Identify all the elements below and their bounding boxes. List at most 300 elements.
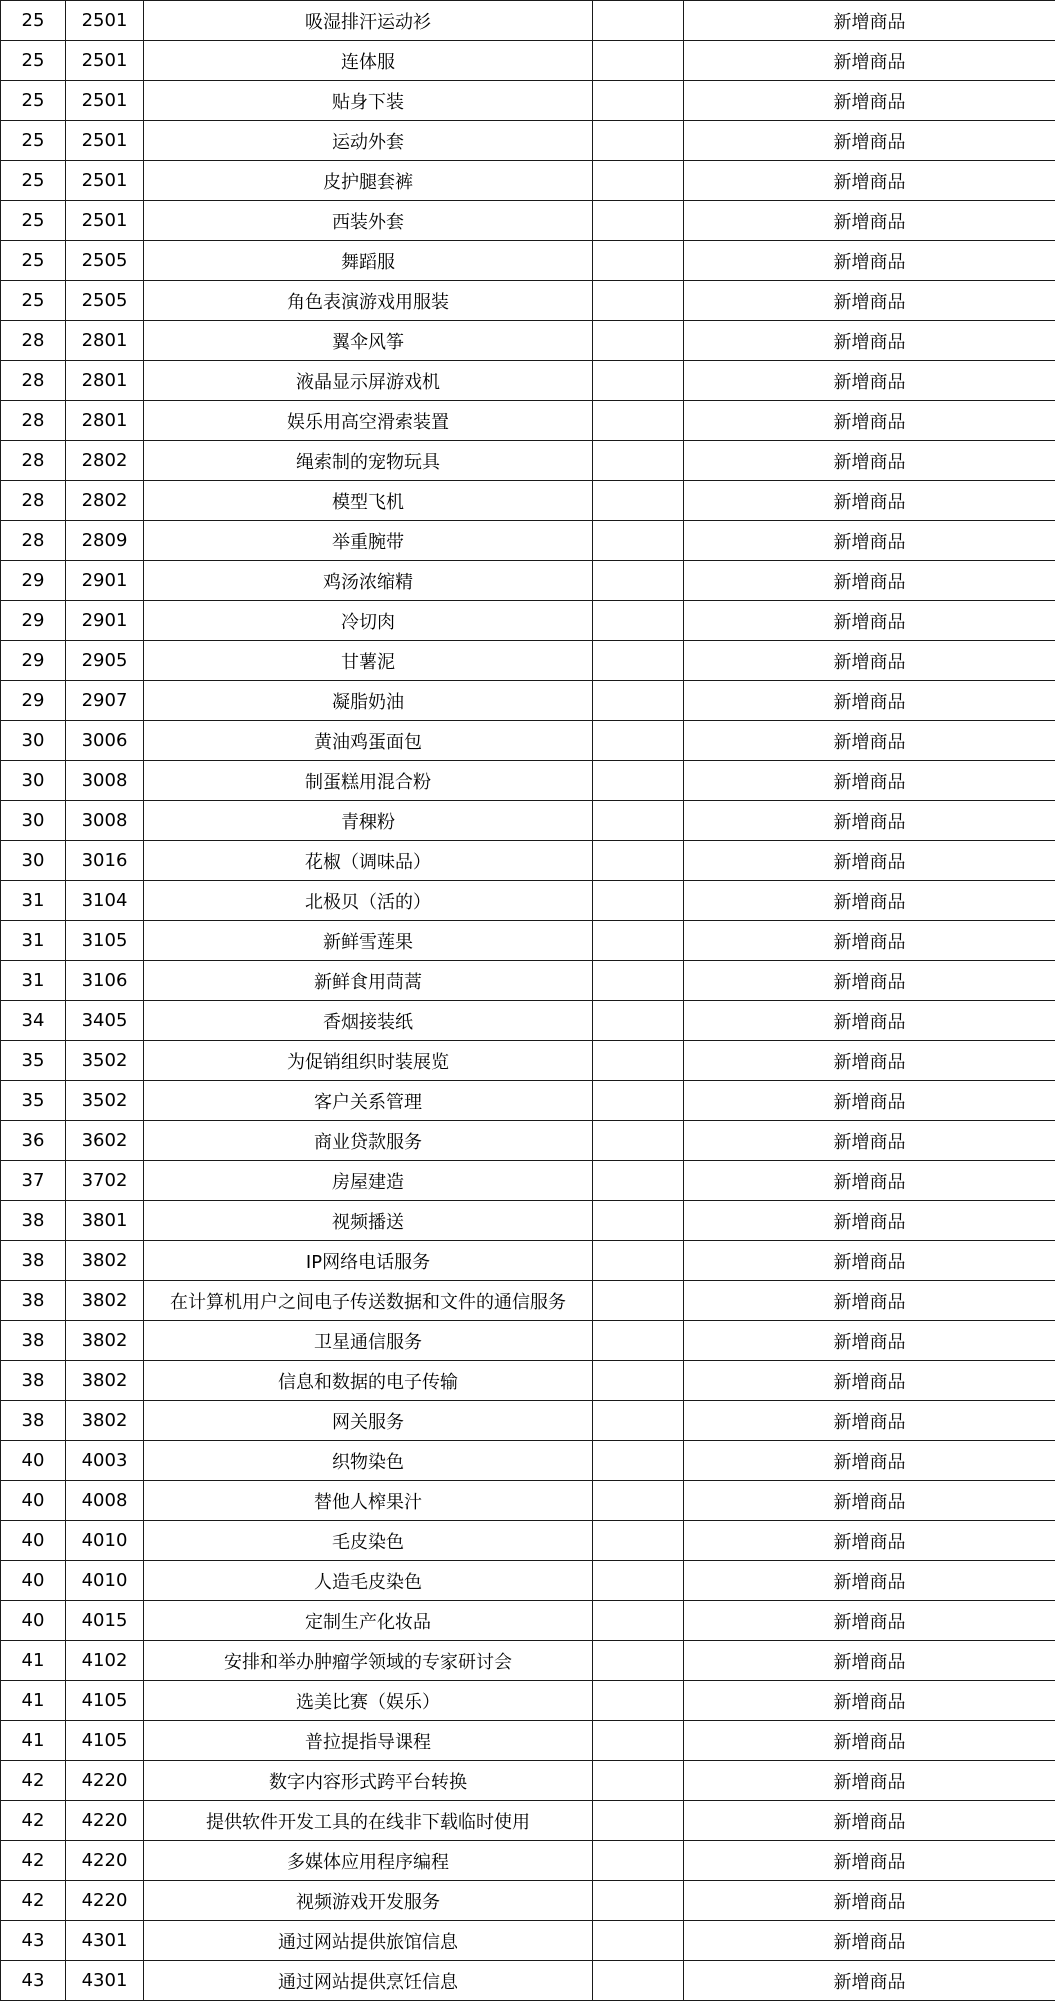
class-number-cell: 40 [1, 1521, 66, 1561]
remark-cell [593, 1641, 684, 1681]
subgroup-number-cell: 4010 [66, 1561, 144, 1601]
remark-cell [593, 1801, 684, 1841]
table-row [1, 881, 1055, 921]
goods-name-cell: 舞蹈服 [144, 241, 593, 281]
goods-name-cell: 连体服 [144, 41, 593, 81]
table-row [1, 361, 1055, 401]
change-status-cell: 新增商品 [684, 1921, 1055, 1961]
table-row [1, 1921, 1055, 1961]
goods-name-cell: 举重腕带 [144, 521, 593, 561]
goods-name-cell: 房屋建造 [144, 1161, 593, 1201]
class-number-cell: 29 [1, 681, 66, 721]
class-number-cell: 31 [1, 921, 66, 961]
class-number-cell: 38 [1, 1201, 66, 1241]
remark-cell [593, 841, 684, 881]
goods-name-cell: 数字内容形式跨平台转换 [144, 1761, 593, 1801]
change-status-cell: 新增商品 [684, 881, 1055, 921]
subgroup-number-cell: 4102 [66, 1641, 144, 1681]
table-row [1, 1281, 1055, 1321]
remark-cell [593, 1721, 684, 1761]
class-number-cell: 42 [1, 1881, 66, 1921]
subgroup-number-cell: 4301 [66, 1921, 144, 1961]
goods-name-cell: 黄油鸡蛋面包 [144, 721, 593, 761]
table-row [1, 1161, 1055, 1201]
class-number-cell: 36 [1, 1121, 66, 1161]
table-row [1, 321, 1055, 361]
change-status-cell: 新增商品 [684, 81, 1055, 121]
change-status-cell: 新增商品 [684, 401, 1055, 441]
remark-cell [593, 601, 684, 641]
change-status-cell: 新增商品 [684, 281, 1055, 321]
class-number-cell: 30 [1, 721, 66, 761]
change-status-cell: 新增商品 [684, 1561, 1055, 1601]
goods-name-cell: 吸湿排汗运动衫 [144, 1, 593, 41]
table-row [1, 1121, 1055, 1161]
class-number-cell: 30 [1, 801, 66, 841]
goods-name-cell: 绳索制的宠物玩具 [144, 441, 593, 481]
subgroup-number-cell: 4301 [66, 1961, 144, 2001]
subgroup-number-cell: 4105 [66, 1681, 144, 1721]
remark-cell [593, 561, 684, 601]
remark-cell [593, 1401, 684, 1441]
goods-table-body [1, 1, 1055, 2001]
goods-name-cell: 凝脂奶油 [144, 681, 593, 721]
table-row [1, 1641, 1055, 1681]
change-status-cell: 新增商品 [684, 641, 1055, 681]
remark-cell [593, 721, 684, 761]
subgroup-number-cell: 4008 [66, 1481, 144, 1521]
goods-name-cell: 制蛋糕用混合粉 [144, 761, 593, 801]
subgroup-number-cell: 2501 [66, 1, 144, 41]
subgroup-number-cell: 2802 [66, 481, 144, 521]
table-row [1, 1801, 1055, 1841]
subgroup-number-cell: 2801 [66, 401, 144, 441]
class-number-cell: 28 [1, 481, 66, 521]
class-number-cell: 31 [1, 961, 66, 1001]
subgroup-number-cell: 3802 [66, 1361, 144, 1401]
goods-name-cell: 织物染色 [144, 1441, 593, 1481]
subgroup-number-cell: 2801 [66, 321, 144, 361]
class-number-cell: 38 [1, 1361, 66, 1401]
class-number-cell: 38 [1, 1321, 66, 1361]
change-status-cell: 新增商品 [684, 481, 1055, 521]
table-row [1, 1201, 1055, 1241]
goods-name-cell: 花椒（调味品） [144, 841, 593, 881]
goods-name-cell: 视频播送 [144, 1201, 593, 1241]
change-status-cell: 新增商品 [684, 1601, 1055, 1641]
change-status-cell: 新增商品 [684, 1201, 1055, 1241]
goods-name-cell: 香烟接装纸 [144, 1001, 593, 1041]
remark-cell [593, 961, 684, 1001]
subgroup-number-cell: 3405 [66, 1001, 144, 1041]
subgroup-number-cell: 3602 [66, 1121, 144, 1161]
goods-name-cell: 青稞粉 [144, 801, 593, 841]
remark-cell [593, 1201, 684, 1241]
change-status-cell: 新增商品 [684, 921, 1055, 961]
table-row [1, 1361, 1055, 1401]
subgroup-number-cell: 2501 [66, 41, 144, 81]
change-status-cell: 新增商品 [684, 601, 1055, 641]
subgroup-number-cell: 3006 [66, 721, 144, 761]
goods-name-cell: 模型飞机 [144, 481, 593, 521]
subgroup-number-cell: 2907 [66, 681, 144, 721]
table-row [1, 921, 1055, 961]
goods-name-cell: 翼伞风筝 [144, 321, 593, 361]
subgroup-number-cell: 3104 [66, 881, 144, 921]
table-row [1, 1881, 1055, 1921]
remark-cell [593, 1241, 684, 1281]
change-status-cell: 新增商品 [684, 1761, 1055, 1801]
table-row [1, 1721, 1055, 1761]
class-number-cell: 42 [1, 1761, 66, 1801]
class-number-cell: 25 [1, 41, 66, 81]
change-status-cell: 新增商品 [684, 41, 1055, 81]
class-number-cell: 25 [1, 161, 66, 201]
table-row [1, 121, 1055, 161]
remark-cell [593, 1361, 684, 1401]
table-row [1, 81, 1055, 121]
table-row [1, 41, 1055, 81]
change-status-cell: 新增商品 [684, 761, 1055, 801]
goods-name-cell: 提供软件开发工具的在线非下载临时使用 [144, 1801, 593, 1841]
subgroup-number-cell: 2802 [66, 441, 144, 481]
change-status-cell: 新增商品 [684, 1281, 1055, 1321]
remark-cell [593, 201, 684, 241]
subgroup-number-cell: 3008 [66, 801, 144, 841]
class-number-cell: 30 [1, 761, 66, 801]
class-number-cell: 43 [1, 1961, 66, 2001]
change-status-cell: 新增商品 [684, 1, 1055, 41]
change-status-cell: 新增商品 [684, 1841, 1055, 1881]
subgroup-number-cell: 3106 [66, 961, 144, 1001]
change-status-cell: 新增商品 [684, 321, 1055, 361]
class-number-cell: 30 [1, 841, 66, 881]
goods-name-cell: 商业贷款服务 [144, 1121, 593, 1161]
subgroup-number-cell: 2901 [66, 601, 144, 641]
table-row [1, 961, 1055, 1001]
class-number-cell: 31 [1, 881, 66, 921]
change-status-cell: 新增商品 [684, 1521, 1055, 1561]
table-row [1, 721, 1055, 761]
table-row [1, 401, 1055, 441]
table-row [1, 1, 1055, 41]
table-row [1, 841, 1055, 881]
goods-name-cell: IP网络电话服务 [144, 1241, 593, 1281]
table-row [1, 801, 1055, 841]
class-number-cell: 34 [1, 1001, 66, 1041]
class-number-cell: 41 [1, 1721, 66, 1761]
class-number-cell: 40 [1, 1481, 66, 1521]
subgroup-number-cell: 2505 [66, 241, 144, 281]
class-number-cell: 25 [1, 281, 66, 321]
goods-name-cell: 选美比赛（娱乐） [144, 1681, 593, 1721]
subgroup-number-cell: 2905 [66, 641, 144, 681]
remark-cell [593, 121, 684, 161]
class-number-cell: 38 [1, 1241, 66, 1281]
table-row [1, 1761, 1055, 1801]
change-status-cell: 新增商品 [684, 1321, 1055, 1361]
goods-name-cell: 客户关系管理 [144, 1081, 593, 1121]
remark-cell [593, 1681, 684, 1721]
change-status-cell: 新增商品 [684, 801, 1055, 841]
table-row [1, 1241, 1055, 1281]
table-row [1, 1681, 1055, 1721]
remark-cell [593, 1161, 684, 1201]
class-number-cell: 28 [1, 401, 66, 441]
change-status-cell: 新增商品 [684, 1121, 1055, 1161]
change-status-cell: 新增商品 [684, 1241, 1055, 1281]
change-status-cell: 新增商品 [684, 521, 1055, 561]
goods-name-cell: 西装外套 [144, 201, 593, 241]
remark-cell [593, 801, 684, 841]
change-status-cell: 新增商品 [684, 961, 1055, 1001]
change-status-cell: 新增商品 [684, 1441, 1055, 1481]
subgroup-number-cell: 2901 [66, 561, 144, 601]
remark-cell [593, 361, 684, 401]
goods-name-cell: 多媒体应用程序编程 [144, 1841, 593, 1881]
subgroup-number-cell: 3016 [66, 841, 144, 881]
class-number-cell: 28 [1, 441, 66, 481]
remark-cell [593, 1081, 684, 1121]
remark-cell [593, 1761, 684, 1801]
table-row [1, 561, 1055, 601]
subgroup-number-cell: 2801 [66, 361, 144, 401]
class-number-cell: 41 [1, 1681, 66, 1721]
goods-name-cell: 新鲜食用茼蒿 [144, 961, 593, 1001]
remark-cell [593, 1321, 684, 1361]
remark-cell [593, 81, 684, 121]
subgroup-number-cell: 3802 [66, 1401, 144, 1441]
table-row [1, 1401, 1055, 1441]
change-status-cell: 新增商品 [684, 241, 1055, 281]
subgroup-number-cell: 4220 [66, 1841, 144, 1881]
class-number-cell: 35 [1, 1041, 66, 1081]
class-number-cell: 41 [1, 1641, 66, 1681]
goods-name-cell: 定制生产化妆品 [144, 1601, 593, 1641]
goods-name-cell: 安排和举办肿瘤学领域的专家研讨会 [144, 1641, 593, 1681]
remark-cell [593, 1441, 684, 1481]
class-number-cell: 25 [1, 241, 66, 281]
remark-cell [593, 1841, 684, 1881]
subgroup-number-cell: 4220 [66, 1761, 144, 1801]
table-row [1, 1481, 1055, 1521]
table-row [1, 1561, 1055, 1601]
class-number-cell: 25 [1, 81, 66, 121]
subgroup-number-cell: 4220 [66, 1881, 144, 1921]
goods-name-cell: 毛皮染色 [144, 1521, 593, 1561]
table-row [1, 1041, 1055, 1081]
goods-name-cell: 新鲜雪莲果 [144, 921, 593, 961]
table-row [1, 1081, 1055, 1121]
remark-cell [593, 881, 684, 921]
change-status-cell: 新增商品 [684, 681, 1055, 721]
goods-name-cell: 通过网站提供烹饪信息 [144, 1961, 593, 2001]
subgroup-number-cell: 3801 [66, 1201, 144, 1241]
change-status-cell: 新增商品 [684, 1081, 1055, 1121]
remark-cell [593, 1521, 684, 1561]
class-number-cell: 40 [1, 1561, 66, 1601]
change-status-cell: 新增商品 [684, 1041, 1055, 1081]
table-row [1, 1321, 1055, 1361]
goods-name-cell: 角色表演游戏用服装 [144, 281, 593, 321]
subgroup-number-cell: 2505 [66, 281, 144, 321]
subgroup-number-cell: 3802 [66, 1321, 144, 1361]
remark-cell [593, 641, 684, 681]
goods-name-cell: 为促销组织时装展览 [144, 1041, 593, 1081]
change-status-cell: 新增商品 [684, 441, 1055, 481]
goods-name-cell: 普拉提指导课程 [144, 1721, 593, 1761]
goods-name-cell: 人造毛皮染色 [144, 1561, 593, 1601]
class-number-cell: 29 [1, 641, 66, 681]
table-row [1, 761, 1055, 801]
goods-name-cell: 网关服务 [144, 1401, 593, 1441]
subgroup-number-cell: 4015 [66, 1601, 144, 1641]
change-status-cell: 新增商品 [684, 1681, 1055, 1721]
remark-cell [593, 1601, 684, 1641]
remark-cell [593, 1001, 684, 1041]
change-status-cell: 新增商品 [684, 1641, 1055, 1681]
table-row [1, 1001, 1055, 1041]
class-number-cell: 42 [1, 1841, 66, 1881]
class-number-cell: 40 [1, 1601, 66, 1641]
goods-name-cell: 液晶显示屏游戏机 [144, 361, 593, 401]
table-row [1, 481, 1055, 521]
subgroup-number-cell: 3702 [66, 1161, 144, 1201]
remark-cell [593, 1121, 684, 1161]
table-row [1, 281, 1055, 321]
remark-cell [593, 1561, 684, 1601]
change-status-cell: 新增商品 [684, 561, 1055, 601]
change-status-cell: 新增商品 [684, 721, 1055, 761]
subgroup-number-cell: 4010 [66, 1521, 144, 1561]
change-status-cell: 新增商品 [684, 1881, 1055, 1921]
table-row [1, 1841, 1055, 1881]
remark-cell [593, 161, 684, 201]
remark-cell [593, 401, 684, 441]
subgroup-number-cell: 3502 [66, 1041, 144, 1081]
subgroup-number-cell: 2501 [66, 81, 144, 121]
subgroup-number-cell: 4105 [66, 1721, 144, 1761]
subgroup-number-cell: 3105 [66, 921, 144, 961]
class-number-cell: 28 [1, 361, 66, 401]
table-row [1, 1441, 1055, 1481]
table-row [1, 601, 1055, 641]
remark-cell [593, 1281, 684, 1321]
class-number-cell: 25 [1, 201, 66, 241]
goods-name-cell: 视频游戏开发服务 [144, 1881, 593, 1921]
subgroup-number-cell: 4220 [66, 1801, 144, 1841]
change-status-cell: 新增商品 [684, 1401, 1055, 1441]
remark-cell [593, 521, 684, 561]
remark-cell [593, 1921, 684, 1961]
table-row [1, 441, 1055, 481]
table-row [1, 681, 1055, 721]
remark-cell [593, 41, 684, 81]
change-status-cell: 新增商品 [684, 1481, 1055, 1521]
class-number-cell: 40 [1, 1441, 66, 1481]
remark-cell [593, 321, 684, 361]
subgroup-number-cell: 2809 [66, 521, 144, 561]
class-number-cell: 28 [1, 521, 66, 561]
goods-name-cell: 皮护腿套裤 [144, 161, 593, 201]
subgroup-number-cell: 3802 [66, 1241, 144, 1281]
subgroup-number-cell: 2501 [66, 121, 144, 161]
remark-cell [593, 441, 684, 481]
table-row [1, 1961, 1055, 2001]
subgroup-number-cell: 3802 [66, 1281, 144, 1321]
goods-name-cell: 运动外套 [144, 121, 593, 161]
table-row [1, 1601, 1055, 1641]
class-number-cell: 38 [1, 1401, 66, 1441]
change-status-cell: 新增商品 [684, 1001, 1055, 1041]
subgroup-number-cell: 3502 [66, 1081, 144, 1121]
remark-cell [593, 1961, 684, 2001]
goods-name-cell: 娱乐用高空滑索装置 [144, 401, 593, 441]
goods-name-cell: 通过网站提供旅馆信息 [144, 1921, 593, 1961]
class-number-cell: 38 [1, 1281, 66, 1321]
change-status-cell: 新增商品 [684, 841, 1055, 881]
change-status-cell: 新增商品 [684, 361, 1055, 401]
remark-cell [593, 761, 684, 801]
table-row [1, 521, 1055, 561]
class-number-cell: 25 [1, 1, 66, 41]
change-status-cell: 新增商品 [684, 121, 1055, 161]
goods-name-cell: 北极贝（活的） [144, 881, 593, 921]
remark-cell [593, 281, 684, 321]
remark-cell [593, 1041, 684, 1081]
class-number-cell: 43 [1, 1921, 66, 1961]
table-row [1, 641, 1055, 681]
class-number-cell: 25 [1, 121, 66, 161]
class-number-cell: 35 [1, 1081, 66, 1121]
remark-cell [593, 241, 684, 281]
goods-name-cell: 在计算机用户之间电子传送数据和文件的通信服务 [144, 1281, 593, 1321]
table-row [1, 241, 1055, 281]
change-status-cell: 新增商品 [684, 1161, 1055, 1201]
class-number-cell: 37 [1, 1161, 66, 1201]
remark-cell [593, 1, 684, 41]
change-status-cell: 新增商品 [684, 1721, 1055, 1761]
remark-cell [593, 481, 684, 521]
remark-cell [593, 681, 684, 721]
goods-name-cell: 甘薯泥 [144, 641, 593, 681]
subgroup-number-cell: 2501 [66, 201, 144, 241]
subgroup-number-cell: 2501 [66, 161, 144, 201]
table-row [1, 201, 1055, 241]
class-number-cell: 29 [1, 561, 66, 601]
change-status-cell: 新增商品 [684, 161, 1055, 201]
goods-name-cell: 卫星通信服务 [144, 1321, 593, 1361]
class-number-cell: 28 [1, 321, 66, 361]
change-status-cell: 新增商品 [684, 1361, 1055, 1401]
change-status-cell: 新增商品 [684, 1961, 1055, 2001]
change-status-cell: 新增商品 [684, 1801, 1055, 1841]
table-row [1, 1521, 1055, 1561]
class-number-cell: 42 [1, 1801, 66, 1841]
remark-cell [593, 1481, 684, 1521]
goods-name-cell: 鸡汤浓缩精 [144, 561, 593, 601]
table-row [1, 161, 1055, 201]
subgroup-number-cell: 4003 [66, 1441, 144, 1481]
goods-name-cell: 冷切肉 [144, 601, 593, 641]
goods-name-cell: 替他人榨果汁 [144, 1481, 593, 1521]
remark-cell [593, 1881, 684, 1921]
subgroup-number-cell: 3008 [66, 761, 144, 801]
remark-cell [593, 921, 684, 961]
goods-name-cell: 贴身下装 [144, 81, 593, 121]
change-status-cell: 新增商品 [684, 201, 1055, 241]
goods-name-cell: 信息和数据的电子传输 [144, 1361, 593, 1401]
